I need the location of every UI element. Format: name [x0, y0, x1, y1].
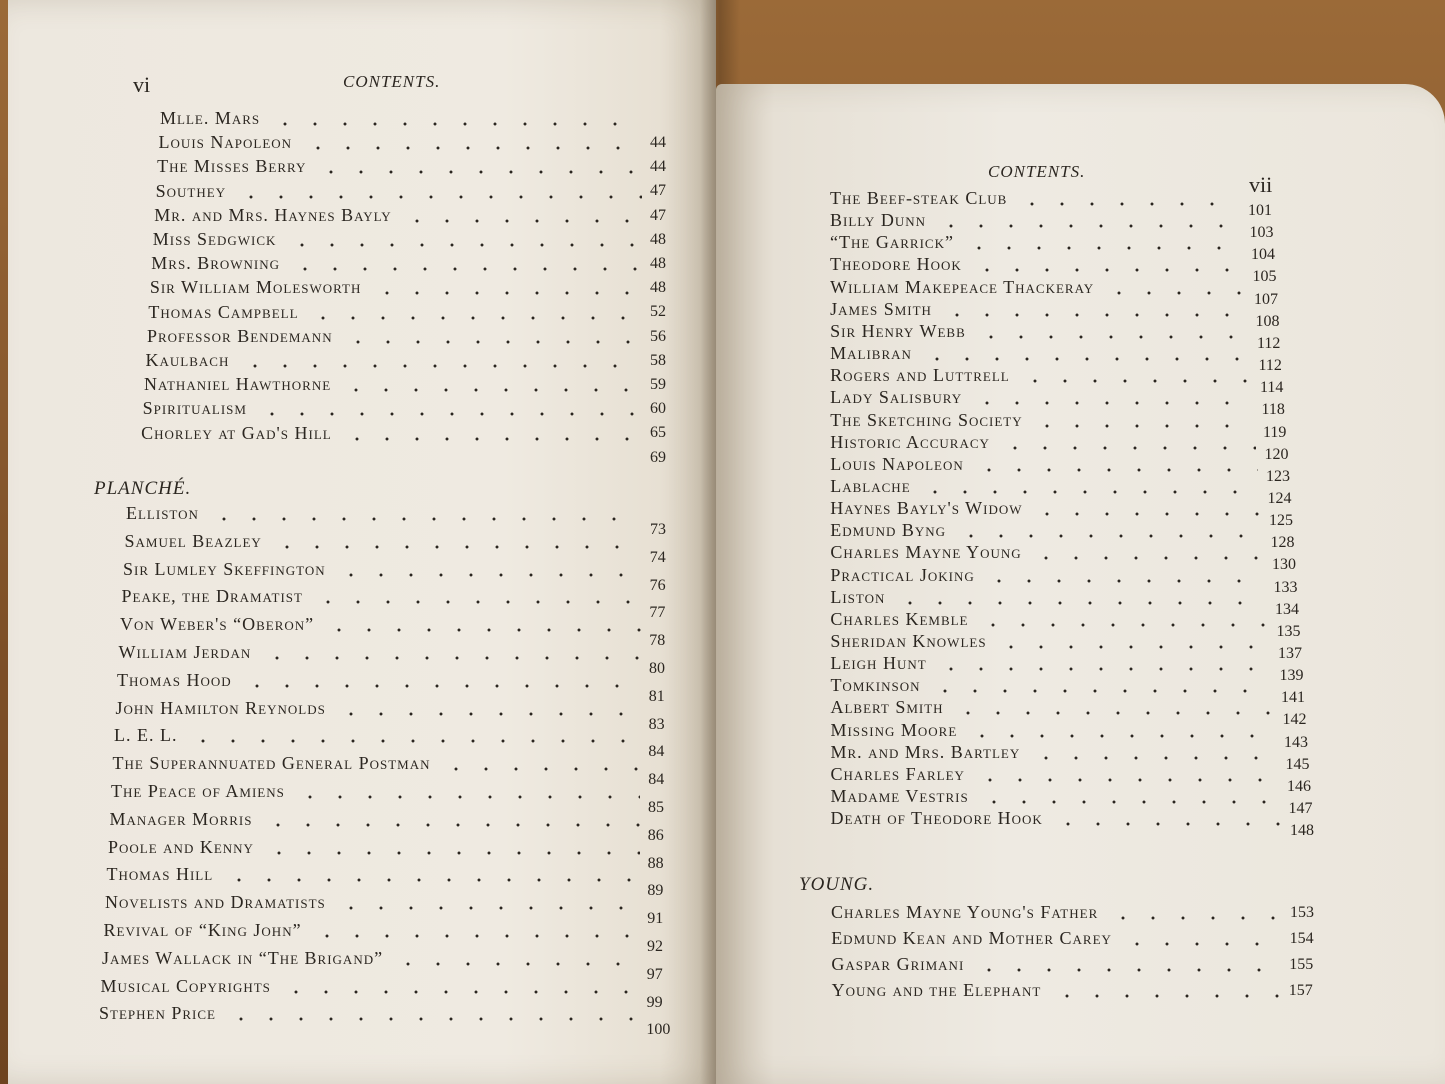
leader-dots: [226, 1017, 638, 1021]
toc-page-number: 60: [650, 400, 666, 418]
toc-entry-title: Mr. and Mrs. Haynes Bayly: [154, 204, 392, 225]
leader-dots: [441, 767, 641, 771]
toc-entry-title: Billy Dunn: [830, 210, 926, 231]
toc-entry-title: Malibran: [830, 343, 912, 364]
leader-dots: [895, 601, 1267, 605]
toc-page-number: 142: [1282, 711, 1307, 729]
leader-dots: [1122, 942, 1281, 946]
leader-dots: [262, 656, 642, 660]
leader-dots: [303, 146, 642, 150]
leader-dots: [964, 246, 1243, 250]
running-head-right: CONTENTS.: [988, 162, 1086, 181]
leader-dots: [287, 243, 642, 247]
toc-page-number: 89: [647, 882, 664, 900]
toc-entry-title: Louis Napoleon: [158, 132, 293, 153]
toc-page-number: 145: [1285, 755, 1310, 773]
leader-dots: [972, 401, 1253, 405]
toc-page-number: 105: [1252, 268, 1277, 286]
toc-page-number: 125: [1269, 512, 1293, 530]
toc-page-number: 103: [1249, 224, 1274, 242]
toc-entry-title: The Sketching Society: [830, 409, 1023, 430]
toc-entry-title: Gaspar Grimani: [831, 954, 965, 974]
toc-entry-title: Young and the Elephant: [831, 980, 1042, 1000]
toc-entry-title: Kaulbach: [145, 350, 230, 370]
toc-page-number: 146: [1287, 777, 1311, 795]
leader-dots: [1104, 291, 1246, 295]
toc-page-number: 84: [648, 771, 665, 789]
leader-dots: [242, 684, 641, 688]
toc-entry-title: Liston: [830, 586, 886, 607]
leader-dots: [974, 968, 1281, 972]
toc-entry-title: The Peace of Amiens: [111, 781, 285, 801]
leader-dots: [972, 268, 1244, 272]
toc-entry-title: Musical Copyrights: [100, 975, 271, 996]
toc-page-number: 135: [1276, 622, 1301, 640]
toc-entry-title: Mr. and Mrs. Bartley: [830, 741, 1021, 762]
toc-entry-title: Elliston: [126, 503, 199, 523]
toc-page-number: 85: [648, 799, 664, 816]
leader-dots: [393, 962, 639, 966]
toc-entry-title: “The Garrick”: [830, 232, 954, 253]
leader-dots: [936, 224, 1241, 228]
toc-entry-title: Manager Morris: [109, 808, 253, 829]
toc-page-number: 78: [649, 632, 666, 650]
toc-entry-title: Professor Bendemann: [146, 325, 333, 346]
leader-dots: [308, 316, 642, 320]
leader-dots: [336, 712, 641, 716]
right-page: [716, 84, 1445, 1084]
toc-page-number: 74: [649, 548, 666, 566]
leader-dots: [956, 534, 1262, 538]
leader-dots: [295, 795, 640, 799]
leader-dots: [1017, 202, 1240, 206]
toc-page-number: 47: [650, 206, 666, 224]
section-heading-planche: PLANCHÉ.: [94, 478, 192, 499]
leader-dots: [979, 800, 1281, 804]
toc-entry-title: Sir William Molesworth: [149, 277, 362, 298]
leader-dots: [188, 739, 640, 743]
toc-entry-title: Haynes Bayly's Widow: [830, 498, 1023, 519]
leader-dots: [1031, 556, 1264, 560]
toc-page-number: 86: [647, 826, 664, 844]
leader-dots: [976, 335, 1249, 339]
leader-dots: [942, 313, 1247, 317]
toc-entry-title: The Misses Berry: [157, 156, 307, 177]
toc-page-number: 133: [1273, 578, 1298, 596]
leader-dots: [1032, 424, 1255, 428]
toc-page-number: 153: [1290, 904, 1314, 921]
leader-dots: [920, 490, 1259, 494]
toc-page-number: 100: [646, 1021, 671, 1039]
leader-dots: [341, 388, 642, 392]
toc-entry-title: Novelists and Dramatists: [105, 892, 326, 913]
toc-entry-title: Rogers and Luttrell: [830, 365, 1010, 386]
toc-entry-title: Samuel Beazley: [124, 530, 262, 551]
toc-entry-title: Chorley at Gad's Hill: [141, 422, 332, 443]
toc-entry-title: Practical Joking: [830, 564, 975, 585]
toc-entry-title: John Hamilton Reynolds: [115, 697, 326, 718]
toc-page-number: 80: [649, 660, 665, 677]
toc-entry-title: Peake, the Dramatist: [121, 586, 303, 607]
toc-page-number: 48: [650, 255, 666, 272]
toc-page-number: 139: [1279, 667, 1304, 685]
toc-page-number: 120: [1264, 445, 1289, 463]
left-page: [8, 0, 716, 1084]
toc-page-number: 48: [650, 279, 666, 297]
toc-entry-title: Madame Vestris: [830, 786, 969, 807]
leader-dots: [272, 545, 642, 549]
toc-entry-title: Lady Salisbury: [830, 387, 963, 408]
toc-page-number: 154: [1289, 930, 1314, 947]
toc-page-number: 81: [648, 687, 665, 705]
toc-entry-title: Charles Mayne Young: [830, 542, 1022, 563]
toc-page-number: 112: [1257, 334, 1281, 352]
leader-dots: [263, 823, 640, 827]
toc-entry-title: Death of Theodore Hook: [830, 808, 1043, 829]
toc-page-number: 118: [1261, 401, 1285, 419]
toc-entry-title: Louis Napoleon: [830, 453, 964, 474]
toc-entry-title: Leigh Hunt: [830, 653, 927, 674]
toc-page-number: 76: [649, 576, 666, 594]
toc-entry-title: The Superannuated General Postman: [112, 753, 431, 774]
toc-page-number: 107: [1254, 290, 1278, 308]
toc-entry-title: Edmund Byng: [830, 520, 947, 541]
leader-dots: [974, 468, 1258, 472]
toc-entry-title: Mrs. Browning: [151, 253, 281, 274]
toc-page-number: 48: [650, 230, 666, 248]
leader-dots: [313, 600, 642, 604]
toc-entry-title: Spiritualism: [142, 398, 247, 419]
toc-entry-title: Mlle. Mars: [160, 108, 261, 128]
running-head-left: CONTENTS.: [343, 72, 441, 91]
leader-dots: [922, 357, 1250, 361]
toc-entry-title: Nathaniel Hawthorne: [144, 374, 332, 395]
toc-entry-title: Sir Lumley Skeffington: [123, 558, 326, 579]
toc-entry-title: Miss Sedgwick: [152, 229, 277, 249]
toc-page-number: 88: [647, 854, 664, 872]
toc-entry-title: Charles Kemble: [830, 608, 969, 629]
leader-dots: [209, 517, 642, 521]
page-number-left: vi: [133, 72, 151, 97]
toc-page-number: 134: [1275, 600, 1299, 618]
toc-entry-title: Sheridan Knowles: [830, 631, 987, 651]
toc-entry-title: Theodore Hook: [830, 254, 962, 275]
toc-page-number: 143: [1284, 733, 1308, 751]
section-heading-young: YOUNG.: [799, 874, 875, 895]
toc-entry-title: James Wallack in “The Brigand”: [102, 947, 384, 968]
toc-page-number: 44: [650, 134, 666, 151]
toc-entry-title: Thomas Hill: [106, 864, 214, 885]
leader-dots: [342, 437, 642, 441]
toc-page-number: 47: [650, 182, 666, 200]
toc-page-number: 91: [647, 910, 664, 928]
leader-dots: [336, 906, 639, 910]
toc-entry-title: Revival of “King John”: [103, 920, 302, 940]
leader-dots: [240, 364, 643, 368]
toc-page-number: 84: [648, 743, 665, 761]
toc-entry-title: Charles Mayne Young's Father: [831, 902, 1099, 922]
toc-entry-title: William Makepeace Thackeray: [830, 276, 1095, 297]
toc-entry-title: Thomas Hood: [117, 669, 232, 690]
leader-dots: [270, 122, 642, 126]
toc-page-number: 101: [1248, 202, 1272, 219]
leader-dots: [936, 667, 1271, 671]
leader-dots: [264, 851, 640, 855]
toc-page-number: 83: [648, 715, 665, 733]
toc-entry-title: Tomkinson: [830, 675, 921, 696]
toc-entry-title: Missing Moore: [830, 719, 958, 740]
page-number-right: vii: [1249, 172, 1273, 197]
toc-entry-title: Sir Henry Webb: [830, 320, 966, 341]
toc-entry-title: Charles Farley: [830, 763, 965, 784]
toc-entry-title: Historic Accuracy: [830, 431, 990, 452]
leader-dots: [324, 628, 641, 632]
toc-entry-title: The Beef-steak Club: [830, 188, 1008, 208]
toc-page-number: 123: [1266, 467, 1290, 485]
toc-entry-title: L. E. L.: [114, 725, 178, 746]
toc-page-number: 124: [1267, 489, 1292, 507]
leader-dots: [290, 267, 642, 271]
toc-page-number: 148: [1290, 822, 1314, 840]
leader-dots: [224, 878, 640, 882]
leader-dots: [1053, 822, 1282, 826]
toc-entry-title: Stephen Price: [99, 1003, 216, 1024]
leader-dots: [1032, 512, 1261, 516]
toc-page-number: 97: [646, 965, 663, 983]
toc-page-number: 130: [1272, 556, 1296, 574]
leader-dots: [343, 340, 642, 344]
leader-dots: [312, 934, 640, 938]
leader-dots: [1000, 446, 1256, 450]
toc-entry-title: Thomas Campbell: [148, 301, 299, 322]
toc-entry-title: Von Weber's “Oberon”: [120, 614, 315, 635]
toc-page-number: 104: [1251, 246, 1275, 264]
leader-dots: [975, 778, 1279, 782]
toc-page-number: 52: [650, 303, 666, 321]
leader-dots: [930, 689, 1273, 693]
leader-dots: [1020, 379, 1252, 383]
leader-dots: [1031, 756, 1278, 760]
leader-dots: [336, 573, 642, 577]
toc-page-number: 128: [1270, 534, 1295, 552]
toc-page-number: 114: [1260, 379, 1284, 397]
leader-dots: [281, 990, 639, 994]
toc-page-number: 77: [649, 604, 666, 622]
toc-page-number: 99: [646, 993, 663, 1011]
toc-page-number: 155: [1289, 956, 1314, 973]
leader-dots: [1052, 994, 1281, 998]
toc-page-number: 73: [650, 521, 666, 538]
toc-entry-title: Lablache: [830, 475, 911, 496]
toc-page-number: 147: [1288, 800, 1313, 818]
toc-entry-title: Poole and Kenny: [108, 836, 254, 857]
leader-dots: [953, 711, 1274, 715]
leader-dots: [257, 412, 642, 416]
toc-page-number: 108: [1255, 312, 1280, 330]
toc-page-number: 141: [1281, 689, 1305, 707]
toc-page-number: 44: [650, 158, 666, 176]
toc-page-number: 119: [1263, 423, 1287, 441]
toc-page-number: 69: [650, 448, 666, 466]
leader-dots: [402, 219, 642, 223]
toc-entry-title: William Jerdan: [118, 642, 252, 662]
leader-dots: [316, 170, 642, 174]
toc-page-number: 92: [647, 938, 663, 955]
leader-dots: [978, 623, 1268, 627]
toc-entry-title: Albert Smith: [830, 697, 944, 718]
toc-entry-title: Edmund Kean and Mother Carey: [831, 928, 1112, 948]
leader-dots: [1108, 916, 1282, 920]
toc-page-number: 157: [1288, 982, 1313, 999]
toc-page-number: 65: [650, 424, 666, 442]
toc-page-number: 112: [1258, 357, 1282, 375]
toc-entry-title: James Smith: [830, 298, 932, 319]
leader-dots: [372, 291, 642, 295]
leader-dots: [984, 579, 1265, 583]
toc-entry-title: Southey: [155, 180, 227, 201]
toc-page-number: 56: [650, 327, 666, 345]
toc-page-number: 59: [650, 376, 666, 393]
leader-dots: [236, 195, 642, 199]
toc-page-number: 58: [650, 351, 666, 369]
toc-page-number: 137: [1278, 645, 1302, 662]
leader-dots: [967, 734, 1276, 738]
leader-dots: [996, 645, 1270, 649]
